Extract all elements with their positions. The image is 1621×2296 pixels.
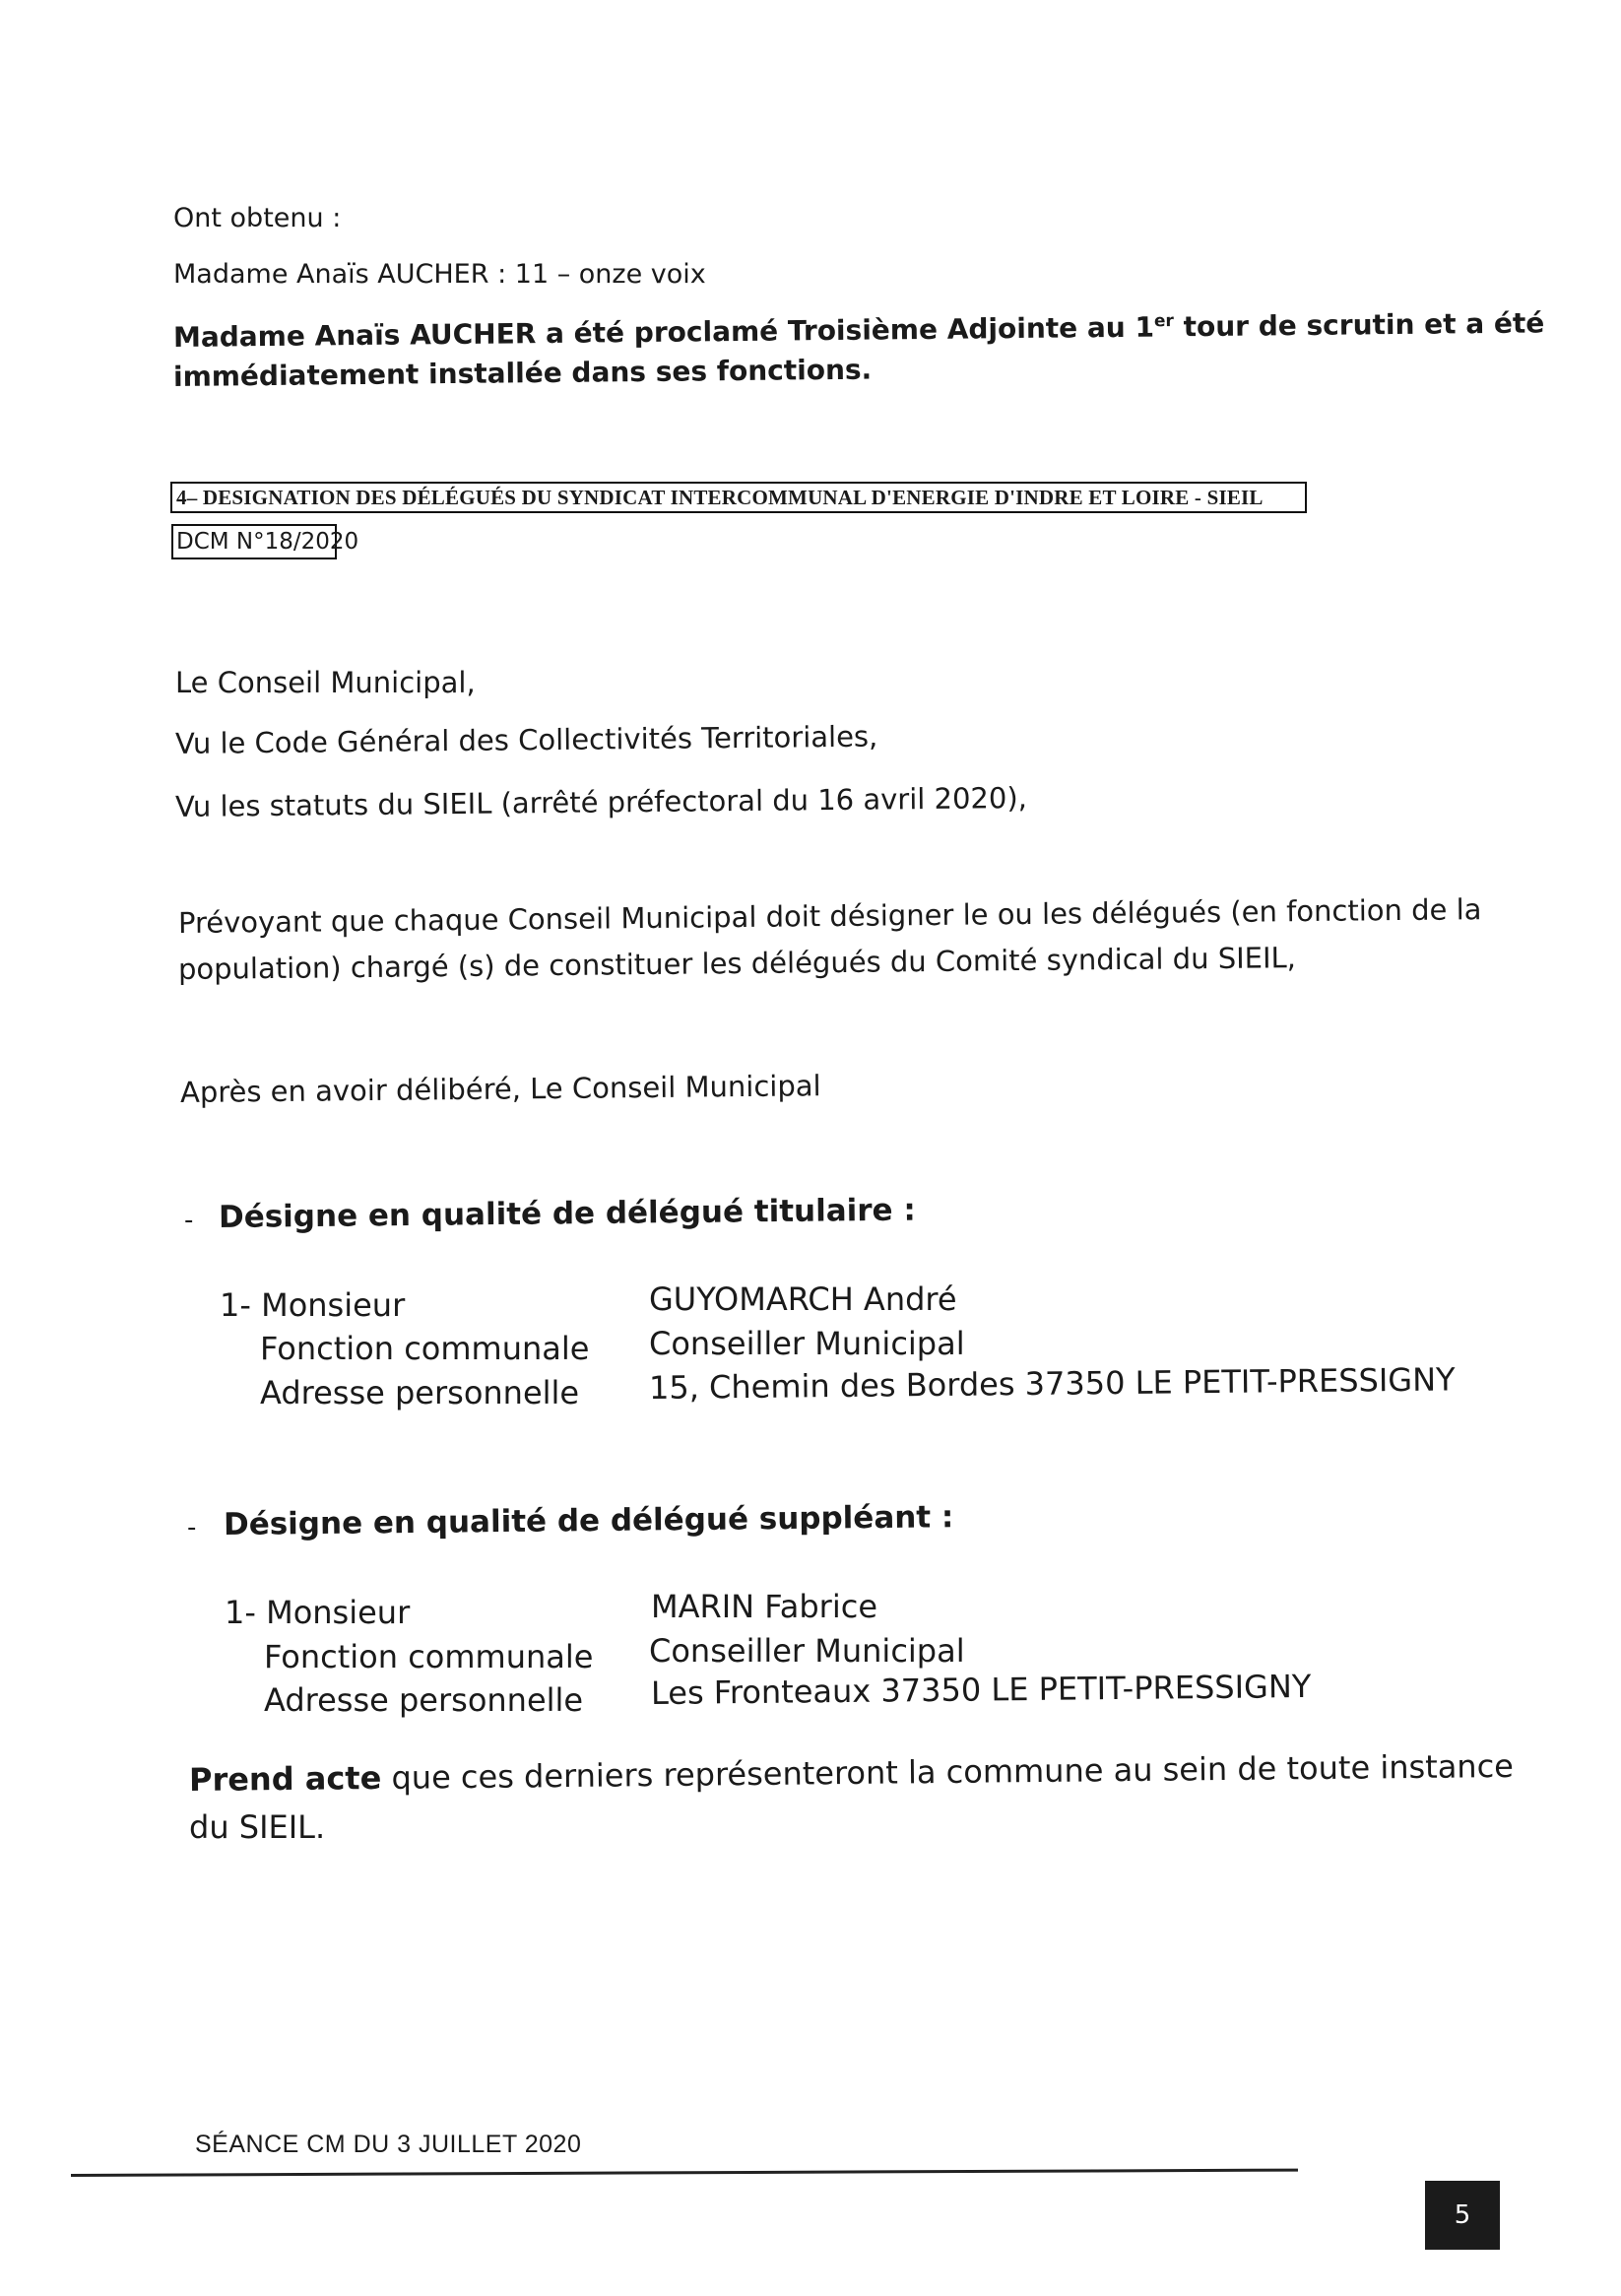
suppleant-label-adresse: Adresse personnelle xyxy=(264,1681,584,1719)
titulaire-label-fonction: Fonction communale xyxy=(260,1330,590,1367)
suppleant-bullet: - xyxy=(187,1513,197,1542)
page-number: 5 xyxy=(1425,2181,1500,2250)
suppleant-adresse: Les Fronteaux 37350 LE PETIT-PRESSIGNY xyxy=(650,1667,1312,1712)
ont-obtenu-text: Ont obtenu : xyxy=(173,203,342,233)
titulaire-title: Désigne en qualité de délégué titulaire : xyxy=(218,1192,916,1235)
proclamation-line-2: immédiatement installée dans ses fonctions. xyxy=(172,353,873,393)
conseil-text: Le Conseil Municipal, xyxy=(175,666,476,699)
prevoyant-line-2: population) chargé (s) de constituer les délégués du Comité syndical du SIEIL, xyxy=(177,941,1297,986)
footer-divider xyxy=(71,2169,1298,2177)
suppleant-name: MARIN Fabrice xyxy=(651,1588,877,1625)
apres-deliberation-text: Après en avoir délibéré, Le Conseil Municipal xyxy=(179,1069,821,1109)
proclamation-text-end: tour de scrutin et a été xyxy=(1173,306,1545,344)
titulaire-name: GUYOMARCH André xyxy=(649,1280,957,1318)
suppleant-title: Désigne en qualité de délégué suppléant : xyxy=(223,1499,954,1542)
prevoyant-line-1: Prévoyant que chaque Conseil Municipal doit désigner le ou les délégués (en fonction de la xyxy=(177,892,1482,940)
titulaire-label-adresse: Adresse personnelle xyxy=(260,1374,580,1411)
vu-statuts-text: Vu les statuts du SIEIL (arrêté préfectoral du 16 avril 2020), xyxy=(174,780,1028,823)
conclusion-text: que ces derniers représenteront la commune au sein de toute instance xyxy=(381,1746,1515,1797)
vu-code-text: Vu le Code Général des Collectivités Territoriales, xyxy=(174,719,878,760)
proclamation-line-1 xyxy=(173,306,1545,354)
proclamation-text-start: Madame Anaïs AUCHER a été proclamé Troisième Adjointe au 1 xyxy=(172,310,1155,354)
conclusion-line-2: du SIEIL. xyxy=(189,1808,326,1846)
titulaire-fonction: Conseiller Municipal xyxy=(649,1325,965,1362)
titulaire-label-monsieur: 1- Monsieur xyxy=(220,1286,406,1324)
suppleant-label-fonction: Fonction communale xyxy=(264,1638,594,1675)
suppleant-fonction: Conseiller Municipal xyxy=(649,1632,965,1670)
dcm-reference: DCM N°18/2020 xyxy=(171,524,337,559)
titulaire-adresse: 15, Chemin des Bordes 37350 LE PETIT-PRESSIGNY xyxy=(648,1360,1456,1407)
section-heading: 4– DESIGNATION DES DÉLÉGUÉS DU SYNDICAT INTERCOMMUNAL D'ENERGIE D'INDRE ET LOIRE - SIEIL xyxy=(170,482,1307,513)
suppleant-label-monsieur: 1- Monsieur xyxy=(225,1594,411,1631)
prend-acte-label: Prend acte xyxy=(188,1758,382,1799)
votes-result-text: Madame Anaïs AUCHER : 11 – onze voix xyxy=(173,259,706,290)
conclusion-line-1 xyxy=(189,1747,1514,1799)
ordinal-superscript: er xyxy=(1153,311,1174,332)
footer-seance-date: SÉANCE CM DU 3 JUILLET 2020 xyxy=(195,2131,582,2158)
titulaire-bullet: - xyxy=(184,1206,194,1235)
